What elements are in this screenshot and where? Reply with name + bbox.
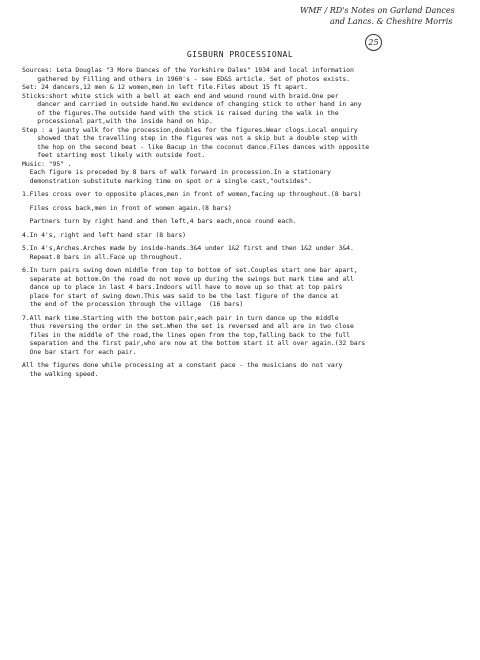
preamble-paragraph: Each figure is preceded by 8 bars of walk forward in procession.In a stationary demonstration substitute marking time on spot or a single cast,"outsides". [29,168,331,185]
figure-5: 5.In 4's,Arches.Arches made by inside-hands.3&4 under 1&2 first and then 1&2 under 3&4. Repeat.8 bars in all.Face up throughout. [22,244,354,261]
set-paragraph: Set: 24 dancers,12 men & 12 women,men in left file.Files about 15 ft apart. [22,83,309,91]
document-title: GISBURN PROCESSIONAL [186,50,294,59]
closing-paragraph: All the figures done while processing at a constant pace - the musicians do not vary the walking speed. [22,361,343,378]
figure-1: 1.Files cross over to opposite places,men in front of women,facing up throughout.(8 bars) [22,190,362,198]
figure-7: 7.All mark time.Starting with the bottom pair,each pair in turn dance up the middle thus reversing the order in the set.When the set is reversed and all are in two close files in the middle of the road,the lines open from the top,falling back to the full separation and the first pair,who are now at the bottom start it all over again.(32 bars One bar start for each pair. [22,313,366,356]
circled-page-number: 25 [365,34,382,51]
handwritten-note-top: WMF / RD's Notes on Garland Dances [300,6,455,15]
document-body [22,66,474,378]
figure-2: Files cross back,men in front of women again.(8 bars) [22,203,232,212]
figure-6: 6.In turn pairs swing down middle from top to bottom of set.Couples start one bar apart, separate at bottom.On the road do not move up during the swings but mark time and all dance up to place in last 4 bars.Indoors will have to move up so that at top pairs place for start of swing down.This was said to be the last figure of the dance at the end of the procession through the village (16 bars) [22,266,358,308]
sticks-paragraph: Sticks:short white stick with a bell at each end and wound round with braid.One per dancer and carried in outside hand.No evidence of changing stick to other hand in any of the figures.The outside hand with the stick is raised during the walk in the processional part,with the inside hand on hip. [22,91,362,125]
music-paragraph: Music: "95" . [22,159,72,168]
figure-4: 4.In 4's, right and left hand star (8 bars) [22,230,186,239]
sources-paragraph: Sources: Leta Douglas "3 More Dances of the Yorkshire Dales" 1934 and local information gathered by Filling and others in 1960's - see ED&S article. Set of photos exists. [22,66,354,83]
figure-3: Partners turn by right hand and then left,4 bars each,once round each. [22,217,297,225]
step-paragraph: Step : a jaunty walk for the procession,doubles for the figures.Wear clogs.Local enquiry showed that the travelling step in the figures was not a skip but a double step with the hop on the second beat - like Bacup in the coconut dance.Files dances with opposite feet starting most likely with outside foot. [22,125,370,159]
handwritten-note-second: and Lancs. & Cheshire Morris [330,17,453,26]
